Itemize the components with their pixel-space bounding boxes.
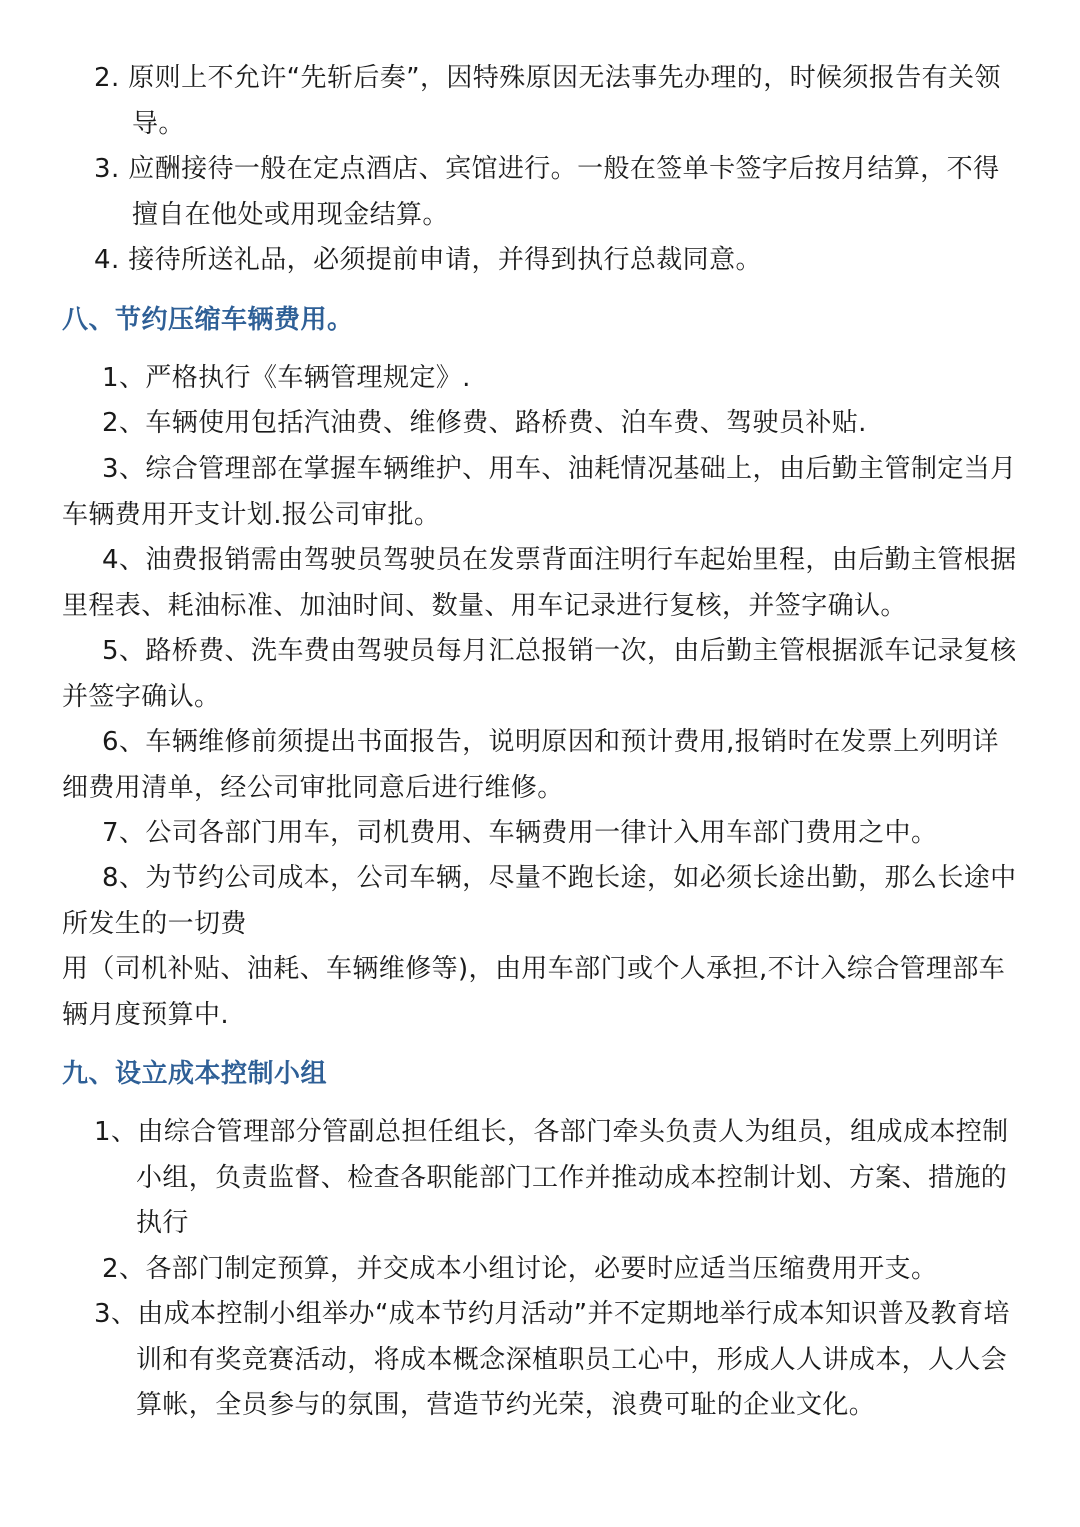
section8-item-5: 5、路桥费、洗车费由驾驶员每月汇总报销一次，由后勤主管根据派车记录复核并签字确认。 [62,636,1017,712]
section8-item-3: 3、综合管理部在掌握车辆维护、用车、油耗情况基础上，由后勤主管制定当月车辆费用开支计划.报公司审批。 [62,454,1017,530]
section8-heading: 八、节约压缩车辆费用。 [62,305,354,335]
section8-item-8: 8、为节约公司成本，公司车辆，尽量不跑长途，如必须长途出勤，那么长途中所发生的一切费 [62,863,1017,939]
section8-item-8-continued: 用（司机补贴、油耗、车辆维修等)，由用车部门或个人承担,不计入综合管理部车辆月度预算中. [62,954,1006,1030]
section8-item-2: 2、车辆使用包括汽油费、维修费、路桥费、泊车费、驾驶员补贴. [102,408,867,438]
section8-item-6: 6、车辆维修前须提出书面报告，说明原因和预计费用,报销时在发票上列明详细费用清单，经公司审批同意后进行维修。 [62,727,999,803]
section7-item-4: 4. 接待所送礼品，必须提前申请，并得到执行总裁同意。 [94,245,762,275]
section8-item-1: 1、严格执行《车辆管理规定》. [102,363,471,393]
section8-item-4: 4、油费报销需由驾驶员驾驶员在发票背面注明行车起始里程，由后勤主管根据里程表、耗油标准、加油时间、数量、用车记录进行复核，并签字确认。 [62,545,1017,621]
section7-item-2: 2. 原则上不允许“先斩后奏”，因特殊原因无法事先办理的，时候须报告有关领导。 [94,63,1001,139]
section9-heading: 九、设立成本控制小组 [62,1059,328,1089]
section7-item-3: 3. 应酬接待一般在定点酒店、宾馆进行。一般在签单卡签字后按月结算，不得擅自在他处或用现金结算。 [94,154,1000,230]
section8-item-7: 7、公司各部门用车，司机费用、车辆费用一律计入用车部门费用之中。 [102,818,938,848]
section9-item-1: 1、由综合管理部分管副总担任组长，各部门牵头负责人为组员，组成成本控制小组，负责监督、检查各职能部门工作并推动成本控制计划、方案、措施的执行 [94,1117,1009,1238]
section9-item-2: 2、各部门制定预算，并交成本小组讨论，必要时应适当压缩费用开支。 [102,1254,938,1284]
section9-item-3: 3、由成本控制小组举办“成本节约月活动”并不定期地举行成本知识普及教育培训和有奖竞赛活动，将成本概念深植职员工心中，形成人人讲成本，人人会算帐，全员参与的氛围，营造节约光荣，浪费可耻的企业文化。 [94,1299,1010,1420]
